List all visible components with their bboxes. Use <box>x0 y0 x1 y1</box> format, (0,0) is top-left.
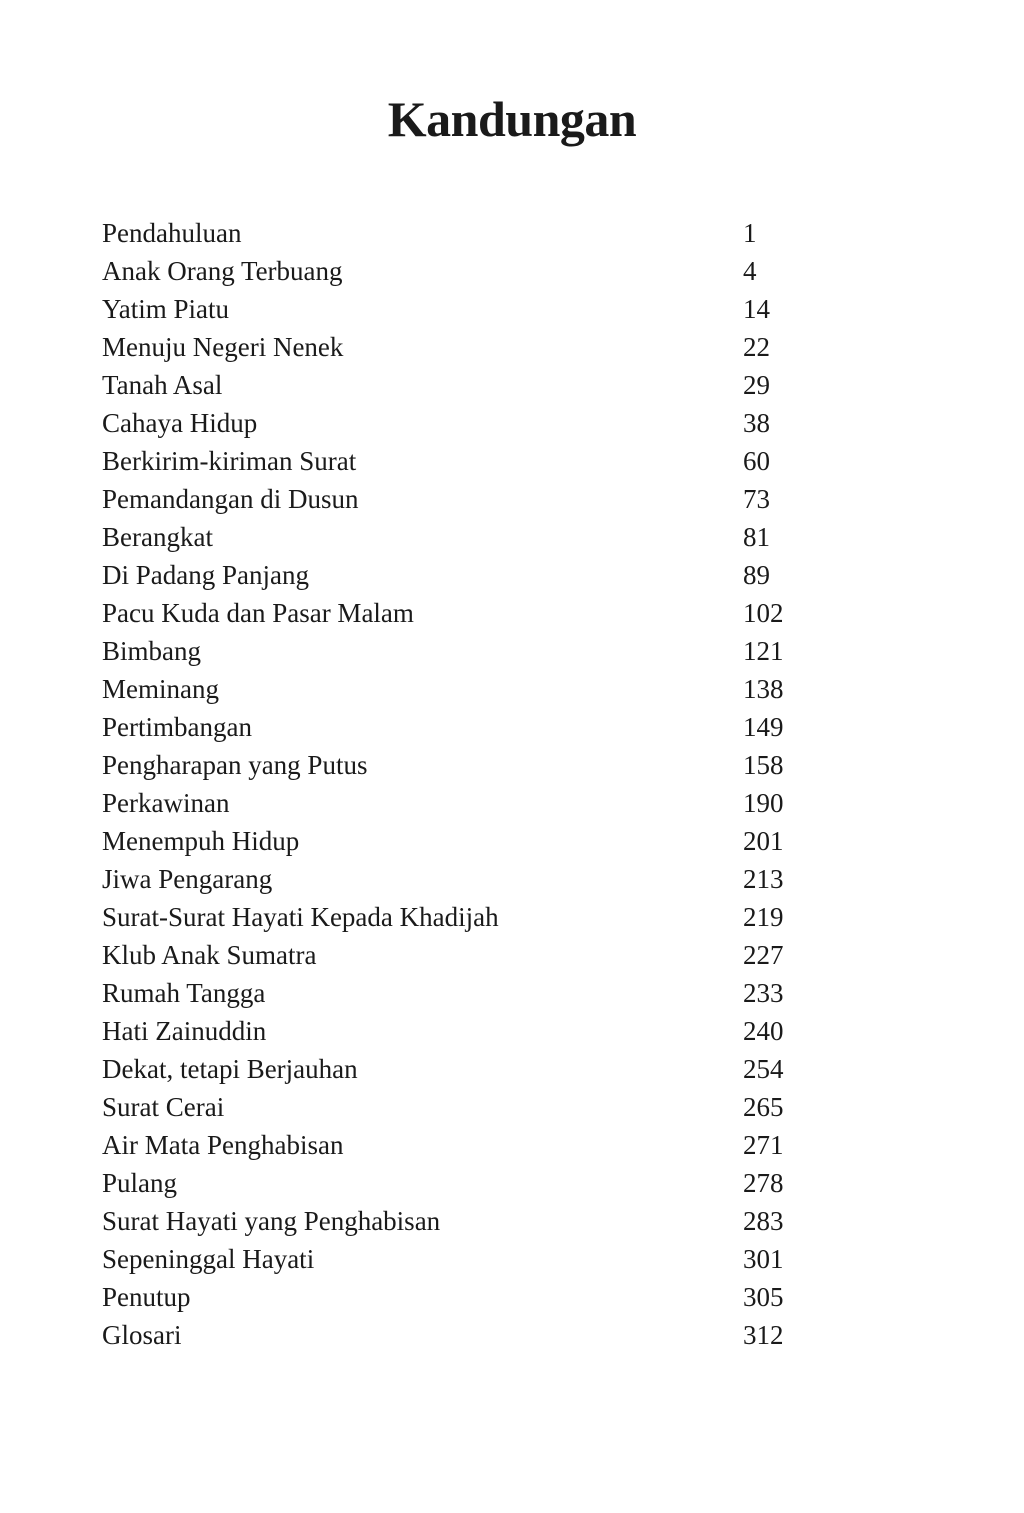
page-title: Kandungan <box>387 91 637 147</box>
toc-entry-title: Pacu Kuda dan Pasar Malam <box>102 598 414 628</box>
toc-entry <box>102 1164 822 1202</box>
toc-entry-page-number: 73 <box>743 484 770 514</box>
toc-entry-title: Perkawinan <box>102 788 230 818</box>
toc-entry <box>102 708 822 746</box>
toc-entry-page-number: 312 <box>743 1320 784 1350</box>
toc-entry-title: Hati Zainuddin <box>102 1016 267 1046</box>
toc-entry-page-number: 240 <box>743 1016 784 1046</box>
toc-entry-title: Pengharapan yang Putus <box>102 750 368 780</box>
toc-entry-page-number: 271 <box>743 1130 784 1160</box>
toc-entry <box>102 898 822 936</box>
toc-entry-title: Anak Orang Terbuang <box>102 256 343 286</box>
toc-entry-title: Di Padang Panjang <box>102 560 309 590</box>
toc-entry-title: Tanah Asal <box>102 370 223 400</box>
toc-entry <box>102 670 822 708</box>
toc-entry <box>102 1202 822 1240</box>
toc-entry-page-number: 227 <box>743 940 784 970</box>
toc-entry-title: Sepeninggal Hayati <box>102 1244 315 1274</box>
toc-entry-page-number: 283 <box>743 1206 784 1236</box>
toc-entry-page-number: 89 <box>743 560 770 590</box>
toc-entry-page-number: 4 <box>743 256 757 286</box>
toc-entry-title: Penutup <box>102 1282 191 1312</box>
toc-entry-page-number: 201 <box>743 826 784 856</box>
toc-entry-title: Rumah Tangga <box>102 978 266 1008</box>
toc-entry-page-number: 254 <box>743 1054 784 1084</box>
toc-entry-page-number: 1 <box>743 218 757 248</box>
toc-entry-title: Berkirim-kiriman Surat <box>102 446 357 476</box>
toc-entry-title: Pemandangan di Dusun <box>102 484 359 514</box>
toc-entry-page-number: 29 <box>743 370 770 400</box>
toc-entry <box>102 556 822 594</box>
toc-entry <box>102 1126 822 1164</box>
toc-entry-title: Pertimbangan <box>102 712 252 742</box>
toc-entry-page-number: 102 <box>743 598 784 628</box>
toc-entry <box>102 746 822 784</box>
toc-entry-title: Surat Cerai <box>102 1092 225 1122</box>
toc-entry-title: Klub Anak Sumatra <box>102 940 317 970</box>
toc-entry-page-number: 149 <box>743 712 784 742</box>
toc-entry <box>102 1012 822 1050</box>
toc-entry <box>102 1278 822 1316</box>
toc-entry <box>102 594 822 632</box>
toc-entry-title: Surat-Surat Hayati Kepada Khadijah <box>102 902 499 932</box>
toc-entry-page-number: 305 <box>743 1282 784 1312</box>
toc-entry <box>102 974 822 1012</box>
toc-entry-page-number: 38 <box>743 408 770 438</box>
toc-entry <box>102 936 822 974</box>
toc-entry-title: Air Mata Penghabisan <box>102 1130 344 1160</box>
toc-entry-title: Cahaya Hidup <box>102 408 258 438</box>
toc-entry-page-number: 121 <box>743 636 784 666</box>
toc-entry-title: Menempuh Hidup <box>102 826 300 856</box>
toc-entry-page-number: 60 <box>743 446 770 476</box>
table-of-contents <box>102 214 822 1354</box>
toc-entry-page-number: 219 <box>743 902 784 932</box>
toc-entry <box>102 1240 822 1278</box>
toc-entry <box>102 252 822 290</box>
toc-entry-page-number: 265 <box>743 1092 784 1122</box>
toc-entry-page-number: 81 <box>743 522 770 552</box>
toc-entry <box>102 1088 822 1126</box>
toc-entry-title: Bimbang <box>102 636 201 666</box>
toc-entry <box>102 1316 822 1354</box>
toc-entry <box>102 1050 822 1088</box>
toc-entry <box>102 442 822 480</box>
toc-entry-page-number: 213 <box>743 864 784 894</box>
toc-entry <box>102 366 822 404</box>
toc-entry-title: Berangkat <box>102 522 213 552</box>
toc-entry-page-number: 14 <box>743 294 770 324</box>
toc-entry <box>102 480 822 518</box>
toc-entry-page-number: 158 <box>743 750 784 780</box>
toc-entry <box>102 404 822 442</box>
toc-entry <box>102 784 822 822</box>
toc-entry <box>102 632 822 670</box>
toc-entry-title: Glosari <box>102 1320 182 1350</box>
toc-entry <box>102 518 822 556</box>
toc-entry-page-number: 301 <box>743 1244 784 1274</box>
toc-entry-page-number: 22 <box>743 332 770 362</box>
toc-entry-title: Pulang <box>102 1168 178 1198</box>
toc-entry <box>102 290 822 328</box>
toc-entry-title: Meminang <box>102 674 219 704</box>
toc-entry-page-number: 190 <box>743 788 784 818</box>
toc-entry-page-number: 278 <box>743 1168 784 1198</box>
toc-entry-title: Menuju Negeri Nenek <box>102 332 344 362</box>
toc-entry-title: Yatim Piatu <box>102 294 230 324</box>
toc-entry <box>102 822 822 860</box>
toc-entry-title: Surat Hayati yang Penghabisan <box>102 1206 441 1236</box>
toc-entry-title: Dekat, tetapi Berjauhan <box>102 1054 358 1084</box>
toc-entry-page-number: 233 <box>743 978 784 1008</box>
toc-entry-title: Jiwa Pengarang <box>102 864 273 894</box>
toc-entry-title: Pendahuluan <box>102 218 242 248</box>
toc-entry-page-number: 138 <box>743 674 784 704</box>
toc-entry <box>102 214 822 252</box>
toc-entry <box>102 328 822 366</box>
toc-entry <box>102 860 822 898</box>
